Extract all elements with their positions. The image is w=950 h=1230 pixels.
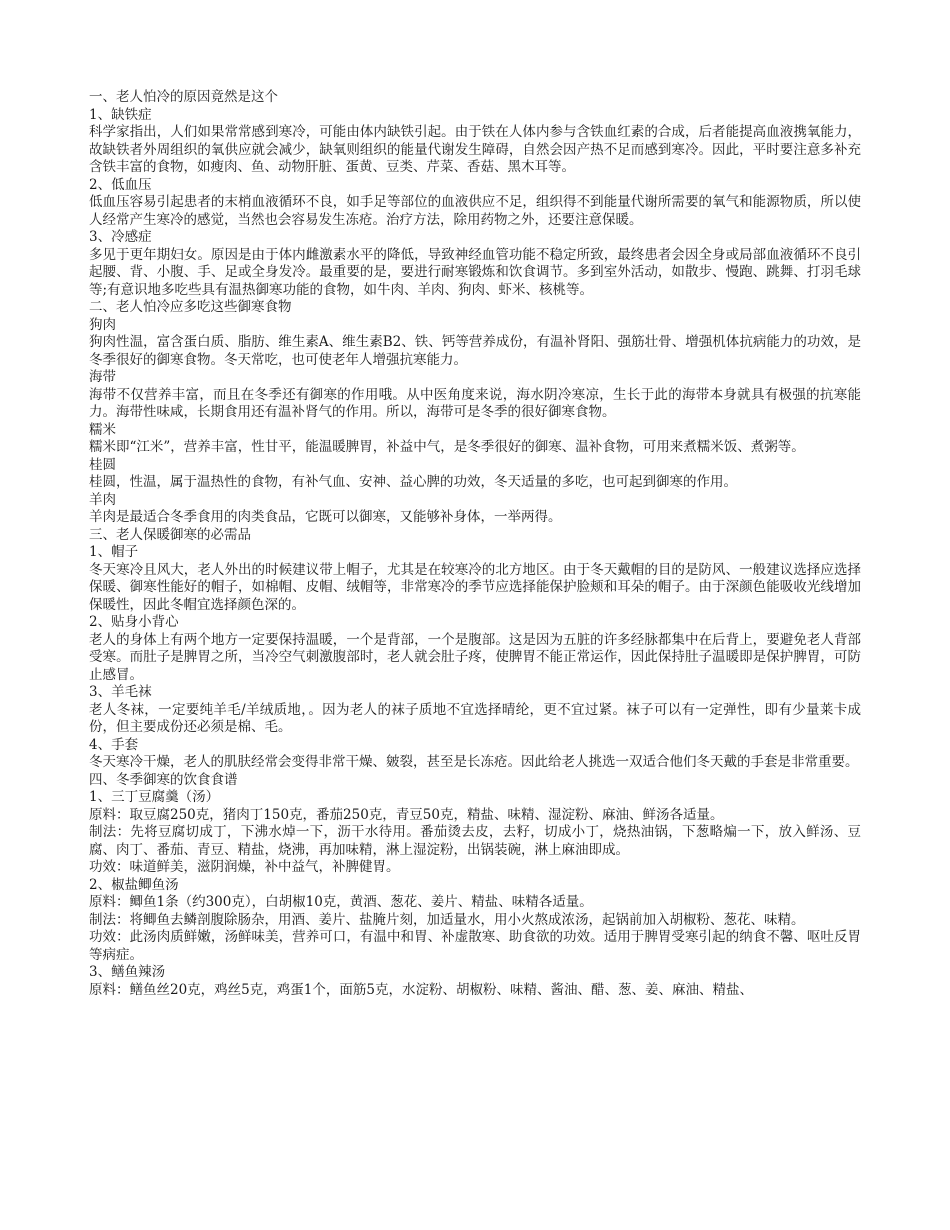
subheading: 桂圆: [89, 456, 116, 473]
body-paragraph: 制法：将鲫鱼去鳞剖腹除肠杂，用酒、姜片、盐腌片刻，加适量水，用小火熬成浓汤，起锅前加入胡椒粉、葱花、味精。: [89, 911, 805, 928]
body-paragraph: 原料：鲫鱼1条（约300克），白胡椒10克，黄酒、葱花、姜片、精盐、味精各适量。: [89, 894, 593, 910]
subheading: 狗肉: [89, 316, 116, 333]
subheading: 1、缺铁症: [89, 106, 152, 123]
section-heading: 二、老人怕冷应多吃这些御寒食物: [89, 299, 292, 315]
body-paragraph: 原料：取豆腐250克，猪肉丁150克，番茄250克，青豆50克，精盐、味精、湿淀粉、麻油、鲜汤各适量。: [89, 806, 724, 823]
section-heading: 三、老人保暖御寒的必需品: [89, 526, 251, 543]
subheading: 糯米: [89, 421, 116, 438]
body-paragraph: 糯米即“江米”，营养丰富，性甘平，能温暖脾胃，补益中气，是冬季很好的御寒、温补食物，可用来煮糯米饭、煮粥等。: [89, 439, 805, 455]
subheading: 1、帽子: [89, 544, 139, 560]
subheading: 2、椒盐鲫鱼汤: [89, 876, 179, 893]
body-paragraph: 功效：此汤肉质鲜嫩，汤鲜味美，营养可口，有温中和胃、补虚散寒、助食欲的功效。适用于脾胃受寒引起的纳食不馨、呕吐反胃等病症。: [89, 929, 861, 963]
document-page: [89, 89, 861, 999]
body-paragraph: 冬天寒冷干燥，老人的肌肤经常会变得非常干燥、皴裂，甚至是长冻疮。因此给老人挑选一双适合他们冬天戴的手套是非常重要。: [89, 754, 859, 770]
subheading: 3、鳝鱼辣汤: [89, 964, 166, 980]
body-paragraph: 狗肉性温，富含蛋白质、脂肪、维生素A、维生素B2、铁、钙等营养成份，有温补肾阳、强筋壮骨、增强机体抗病能力的功效，是冬季很好的御寒食物。冬天常吃，也可使老年人增强抗寒能力。: [89, 334, 861, 368]
subheading: 羊肉: [89, 491, 116, 508]
body-paragraph: 冬天寒冷且风大，老人外出的时候建议带上帽子，尤其是在较寒冷的北方地区。由于冬天戴帽的目的是防风、一般建议选择应选择保暖、御寒性能好的帽子，如棉帽、皮帽、绒帽等，非常寒冷的季节应选择能保护脸颊和耳朵的帽子。由于深颜色能吸收光线增加保暖性，因此冬帽宜选择颜色深的。: [89, 561, 861, 613]
subheading: 海带: [89, 369, 116, 385]
section-heading: 四、冬季御寒的饮食食谱: [89, 771, 238, 788]
body-paragraph: 多见于更年期妇女。原因是由于体内雌激素水平的降低，导致神经血管功能不稳定所致，最终患者会因全身或局部血液循环不良引起腰、背、小腹、手、足或全身发冷。最重要的是，要进行耐寒锻炼和饮食调节。多到室外活动，如散步、慢跑、跳舞、打羽毛球等;有意识地多吃些具有温热御寒功能的食物，如牛肉、羊肉、狗肉、虾米、核桃等。: [89, 246, 861, 298]
body-paragraph: 功效：味道鲜美，滋阴润燥，补中益气，补脾健胃。: [89, 859, 400, 875]
subheading: 4、手套: [89, 736, 139, 753]
subheading: 2、低血压: [89, 176, 152, 193]
body-paragraph: 原料：鳝鱼丝20克，鸡丝5克，鸡蛋1个，面筋5克，水淀粉、胡椒粉、味精、酱油、醋、葱、姜、麻油、精盐、: [89, 981, 753, 998]
body-paragraph: 制法：先将豆腐切成丁，下沸水焯一下，沥干水待用。番茄烫去皮，去籽，切成小丁，烧热油锅，下葱略煸一下，放入鲜汤、豆腐、肉丁、番茄、青豆、精盐，烧沸，再加味精，淋上湿淀粉，出锅装碗，淋上麻油即成。: [89, 824, 861, 858]
body-paragraph: 老人冬袜，一定要纯羊毛/羊绒质地，。因为老人的袜子质地不宜选择晴纶，更不宜过紧。袜子可以有一定弹性，即有少量莱卡成份，但主要成份还必须是棉、毛。: [89, 701, 861, 735]
body-paragraph: 桂圆，性温，属于温热性的食物，有补气血、安神、益心脾的功效，冬天适量的多吃，也可起到御寒的作用。: [89, 474, 737, 490]
body-paragraph: 羊肉是最适合冬季食用的肉类食品，它既可以御寒，又能够补身体，一举两得。: [89, 509, 562, 525]
subheading: 2、贴身小背心: [89, 614, 179, 630]
subheading: 3、羊毛袜: [89, 684, 152, 700]
body-paragraph: 海带不仅营养丰富，而且在冬季还有御寒的作用哦。从中医角度来说，海水阴冷寒凉，生长于此的海带本身就具有极强的抗寒能力。海带性味咸，长期食用还有温补肾气的作用。所以，海带可是冬季的很好御寒食物。: [89, 386, 861, 420]
section-heading: 一、老人怕冷的原因竟然是这个: [89, 89, 278, 105]
body-paragraph: 科学家指出，人们如果常常感到寒冷，可能由体内缺铁引起。由于铁在人体内参与含铁血红素的合成，后者能提高血液携氧能力，故缺铁者外周组织的氧供应就会减少，缺氧则组织的能量代谢发生障碍，自然会因产热不足而感到寒冷。因此，平时要注意多补充含铁丰富的食物，如瘦肉、鱼、动物肝脏、蛋黄、豆类、芹菜、香菇、黑木耳等。: [89, 124, 861, 175]
subheading: 3、冷感症: [89, 229, 152, 245]
body-paragraph: 低血压容易引起患者的末梢血液循环不良，如手足等部位的血液供应不足，组织得不到能量代谢所需要的氧气和能源物质，所以使人经常产生寒冷的感觉，当然也会容易发生冻疮。治疗方法，除用药物之外，还要注意保暖。: [89, 194, 861, 228]
subheading: 1、三丁豆腐羹（汤）: [89, 789, 220, 805]
body-paragraph: 老人的身体上有两个地方一定要保持温暖，一个是背部，一个是腹部。这是因为五脏的许多经脉都集中在后背上，要避免老人背部受寒。而肚子是脾胃之所，当冷空气刺激腹部时，老人就会肚子疼，使脾胃不能正常运作，因此保持肚子温暖即是保护脾胃，可防止感冒。: [89, 631, 861, 683]
